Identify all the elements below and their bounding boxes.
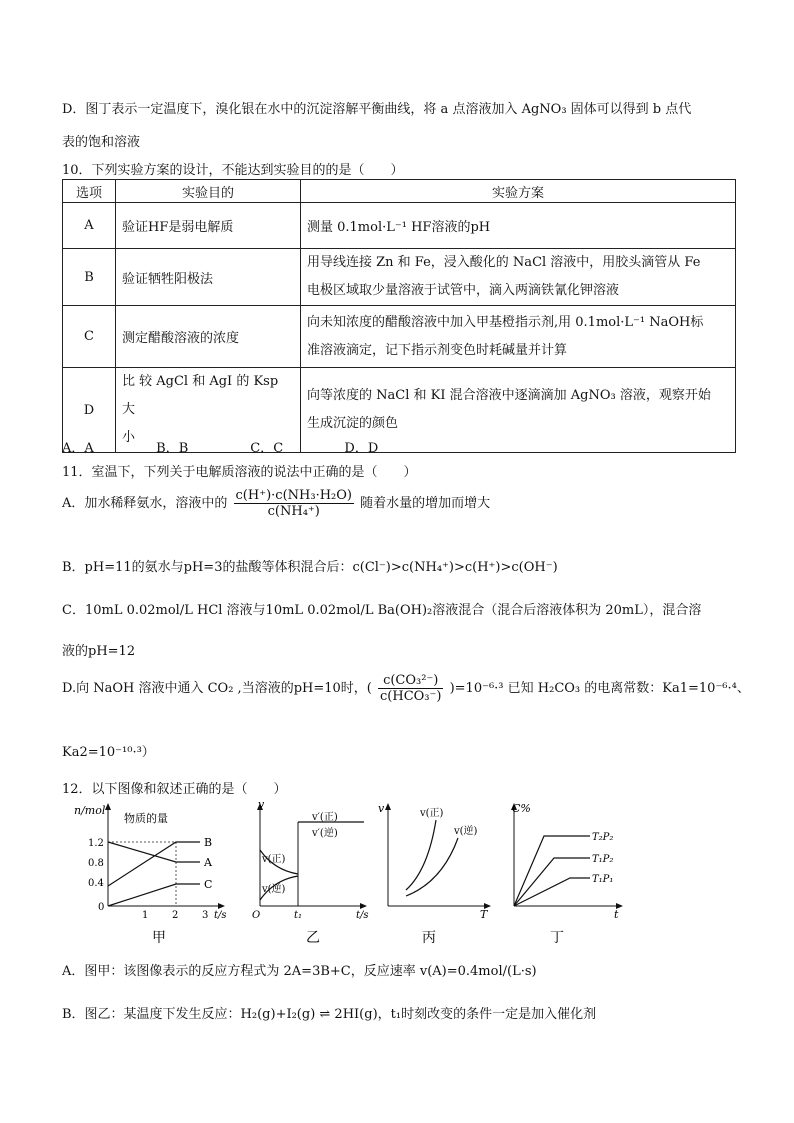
jia-y-arrow [105, 803, 111, 810]
q10-table [62, 179, 736, 453]
yi-label-v-forward: v(正) [262, 854, 286, 865]
q11-d-suffix: )=10⁻⁶·³ 已知 H₂CO₃ 的电离常数：Ka1=10⁻⁶·⁴、 [449, 681, 750, 696]
jia-label-a: A [204, 856, 212, 869]
jia-xtick-1: 1 [142, 910, 149, 921]
row-d-plan-line1: 向等浓度的 NaCl 和 KI 混合溶液中逐滴滴加 AgNO₃ 溶液，观察开始 [307, 388, 711, 403]
row-b-plan-line1: 用导线连接 Zn 和 Fe，浸入酸化的 NaCl 溶液中，用胶头滴管从 Fe [307, 255, 701, 270]
q12-option-a: A．图甲：该图像表示的反应方程式为 2A=3B+C，反应速率 v(A)=0.4mol/(L·s) [62, 964, 537, 979]
jia-caption: 甲 [152, 930, 166, 946]
row-c-option: C [63, 306, 116, 368]
q11-a-fraction [234, 488, 354, 519]
yi-label-v-reverse: v(逆) [262, 884, 286, 895]
row-d-goal-line2: 小 [122, 430, 136, 445]
jia-curve-b [108, 842, 200, 886]
table-row [63, 203, 736, 249]
ding-label-t1p1: T₁P₁ [592, 874, 614, 885]
ding-xlabel: t [614, 908, 619, 921]
q11-a-prefix: A．加水稀释氨水，溶液中的 [62, 496, 228, 511]
q11-a-denominator: c(NH₄⁺) [267, 504, 320, 519]
table-row [63, 306, 736, 368]
jia-label-c: C [204, 878, 213, 891]
row-b-option: B [63, 249, 116, 306]
row-a-option: A [63, 203, 116, 249]
figure-bing [372, 800, 502, 950]
row-d-option: D [63, 368, 116, 453]
yi-x-arrow [360, 903, 367, 909]
yi-origin: O [252, 910, 261, 921]
header-option: 选项 [63, 180, 116, 203]
row-b-plan-line2: 电极区域取少量溶液于试管中，滴入两滴铁氰化钾溶液 [307, 283, 620, 298]
header-plan: 实验方案 [301, 180, 736, 203]
q11-option-d [62, 673, 750, 704]
row-d-plan-line2: 生成沉淀的颜色 [307, 416, 399, 431]
q10-option-b: B．B [156, 441, 189, 456]
row-b-goal: 验证牺牲阳极法 [116, 249, 301, 306]
q12-option-b: B．图乙：某温度下发生反应：H₂(g)+I₂(g) ⇌ 2HI(g)，t₁时刻改变的条件一定是加入催化剂 [62, 1007, 597, 1022]
jia-ytick-0-8: 0.8 [88, 858, 104, 869]
ding-curve-t1p2 [514, 858, 590, 906]
jia-curve-a [108, 842, 200, 862]
ding-label-t2p2: T₂P₂ [592, 832, 614, 843]
q11-option-a [62, 488, 490, 519]
figure-jia [72, 800, 242, 950]
q11-stem: 11．室温下，下列关于电解质溶液的说法中正确的是（ ） [62, 465, 417, 480]
table-header-row [63, 180, 736, 203]
bing-xlabel: T [480, 908, 488, 921]
jia-x-arrow [218, 903, 225, 909]
jia-ytick-0-4: 0.4 [88, 878, 104, 889]
bing-label-forward: v(正) [420, 808, 444, 819]
row-c-goal: 测定醋酸溶液的浓度 [116, 306, 301, 368]
jia-xtick-3: 3 [202, 910, 209, 921]
jia-title: 物质的量 [124, 812, 168, 825]
row-a-plan: 测量 0.1mol·L⁻¹ HF溶液的pH [301, 203, 736, 249]
q11-d-prefix: D.向 NaOH 溶液中通入 CO₂ ,当溶液的pH=10时，( [62, 681, 372, 696]
bing-caption: 丙 [422, 930, 436, 946]
yi-ylabel: v [258, 800, 265, 811]
row-c-plan-line1: 向未知浓度的醋酸溶液中加入甲基橙指示剂,用 0.1mol·L⁻¹ NaOH标 [307, 314, 704, 330]
q11-d-denominator: c(HCO₃⁻) [380, 689, 442, 704]
figure-yi [244, 800, 384, 950]
q12-stem: 12．以下图像和叙述正确的是（ ） [62, 782, 287, 797]
header-goal: 实验目的 [116, 180, 301, 203]
q10-options [62, 437, 434, 456]
bing-ylabel: v [378, 802, 385, 815]
q11-option-c-line2: 液的pH=12 [62, 644, 136, 659]
q10-stem: 10．下列实验方案的设计，不能达到实验目的的是（ ） [62, 163, 404, 178]
q11-option-d-line2: Ka2=10⁻¹⁰·³） [62, 745, 155, 760]
jia-label-b: B [204, 836, 213, 849]
q11-a-numerator: c(H⁺)·c(NH₃·H₂O) [235, 488, 352, 503]
row-a-goal: 验证HF是弱电解质 [116, 203, 301, 249]
row-d-goal-line1: 比 较 AgCl 和 AgI 的 Ksp 大 [122, 374, 279, 417]
yi-caption: 乙 [306, 930, 320, 946]
ding-curve-t2p2 [514, 836, 590, 906]
ding-caption: 丁 [550, 930, 564, 946]
q10-option-c: C．C [250, 441, 284, 456]
q11-option-b: B．pH=11的氨水与pH=3的盐酸等体积混合后：c(Cl⁻)>c(NH₄⁺)>c(H⁺)>c(OH⁻) [62, 560, 558, 575]
jia-xtick-2: 2 [172, 910, 179, 921]
jia-ylabel: n/mol [74, 804, 106, 817]
q11-a-suffix: 随着水量的增加而增大 [360, 496, 491, 511]
row-c-plan-line2: 准溶液滴定，记下指示剂变色时耗碱量并计算 [307, 342, 568, 358]
yi-xlabel: t/s [356, 910, 369, 921]
bing-y-arrow [385, 803, 391, 810]
q9-option-d-line2: 表的饱和溶液 [62, 135, 141, 150]
q11-d-numerator: c(CO₃²⁻) [378, 673, 443, 689]
yi-label-v-prime-forward: v′(正) [312, 812, 338, 823]
ding-ylabel: C% [512, 802, 531, 815]
bing-curve-reverse [406, 838, 458, 896]
ding-label-t1p2: T₁P₂ [592, 854, 614, 865]
q11-d-fraction [378, 673, 443, 704]
row-b-plan [301, 249, 736, 306]
jia-origin: 0 [98, 902, 105, 913]
bing-label-reverse: v(逆) [454, 826, 478, 837]
q10-option-a: A．A [62, 441, 94, 456]
yi-label-v-prime-reverse: v′(逆) [312, 828, 338, 839]
jia-ytick-1-2: 1.2 [88, 838, 104, 849]
jia-xlabel: t/s [214, 910, 227, 921]
yi-t1: t₁ [294, 910, 303, 921]
jia-curve-c [108, 884, 200, 906]
table-row [63, 249, 736, 306]
q11-option-c-line1: C．10mL 0.02mol/L HCl 溶液与10mL 0.02mol/L Ba(OH)₂溶液混合（混合后溶液体积为 20mL），混合溶 [62, 603, 702, 618]
figure-ding [500, 800, 630, 950]
q10-option-d: D．D [344, 441, 379, 456]
q9-option-d-line1: D．图丁表示一定温度下，溴化银在水中的沉淀溶解平衡曲线，将 a 点溶液加入 AgNO₃ 固体可以得到 b 点代 [62, 102, 692, 117]
row-c-plan [301, 306, 736, 368]
